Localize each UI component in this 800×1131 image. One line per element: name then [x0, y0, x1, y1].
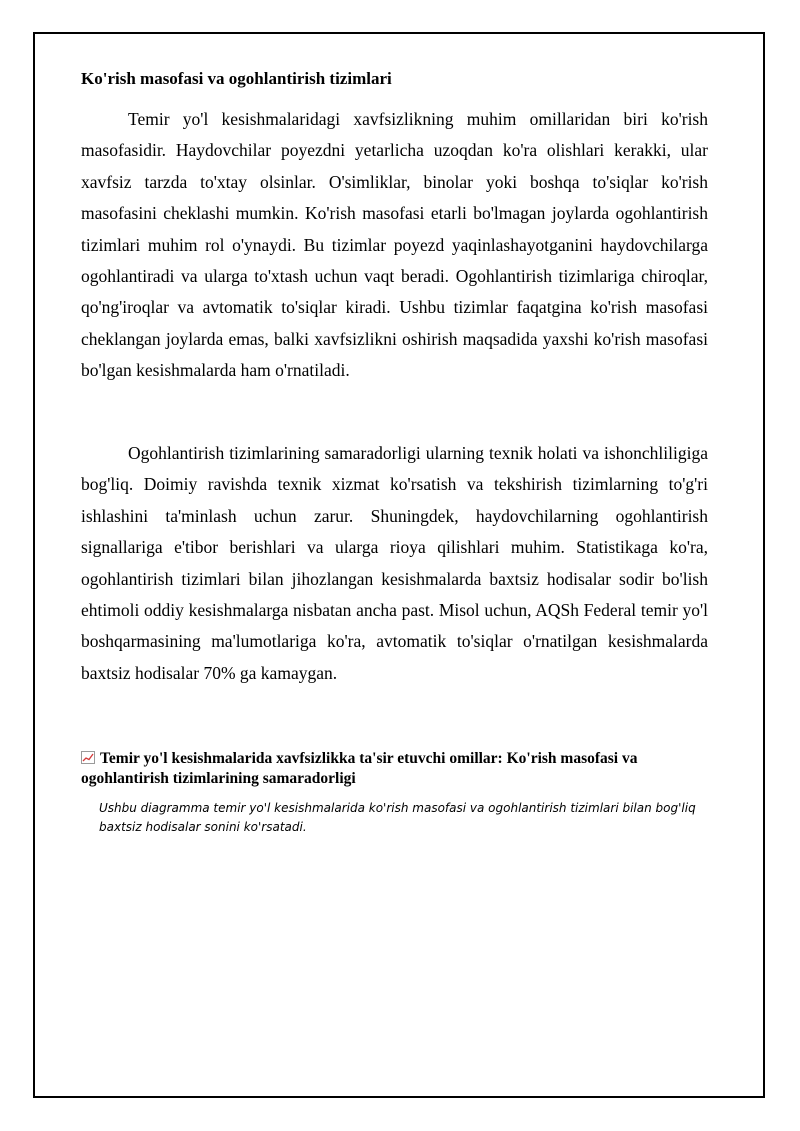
figure-caption-text: Temir yo'l kesishmalarida xavfsizlikka ta'sir etuvchi omillar: Ko'rish masofasi va ogohlantirish tizimlarining samaradorligi: [81, 750, 638, 787]
figure-caption: [81, 749, 708, 789]
paragraph-effectiveness: Ogohlantirish tizimlarining samaradorligi ularning texnik holati va ishonchliligiga bog'liq. Doimiy ravishda texnik xizmat ko'rsatish va tekshirish tizimlarning to'g'ri ishlashini ta'minlash uchun zarur. Shuningdek, haydovchilarning ogohlantirish signallariga e'tibor berishlari va ularga rioya qilishlari muhim. Statistikaga ko'ra, ogohlantirish tizimlari bilan jihozlangan kesishmalarda baxtsiz hodisalar sodir bo'lish ehtimoli oddiy kesishmalarga nisbatan ancha past. Misol uchun, AQSh Federal temir yo'l boshqarmasining ma'lumotlariga ko'ra, avtomatik to'siqlar o'rnatilgan kesishmalarda baxtsiz hodisalar 70% ga kamaygan.: [81, 443, 708, 683]
section-title: Ko'rish masofasi va ogohlantirish tizimlari: [81, 69, 392, 88]
paragraph-visibility: Temir yo'l kesishmalaridagi xavfsizlikning muhim omillaridan biri ko'rish masofasidir. Haydovchilar poyezdni yetarlicha uzoqdan ko'ra olishlari kerakki, ular xavfsiz tarzda to'xtay olsinlar. O'simliklar, binolar yoki boshqa to'siqlar ko'rish masofasini cheklashi mumkin. Ko'rish masofasi etarli bo'lmagan joylarda ogohlantirish tizimlari muhim rol o'ynaydi. Bu tizimlar poyezd yaqinlashayotganini haydovchilarga ogohlantiradi va ularga to'xtash uchun vaqt beradi. Ogohlantirish tizimlariga chiroqlar, qo'ng'iroqlar va avtomatik to'siqlar kiradi. Ushbu tizimlar faqatgina ko'rish masofasi cheklangan joylarda emas, balki xavfsizlikni oshirish maqsadida yaxshi ko'rish masofasi bo'lgan kesishmalarda ham o'rnatiladi.: [81, 109, 708, 381]
chart-increasing-icon: [81, 751, 95, 764]
figure-description: Ushbu diagramma temir yo'l kesishmalarida ko'rish masofasi va ogohlantirish tizimlari bilan bog'liq baxtsiz hodisalar sonini ko'rsatadi.: [99, 801, 696, 834]
